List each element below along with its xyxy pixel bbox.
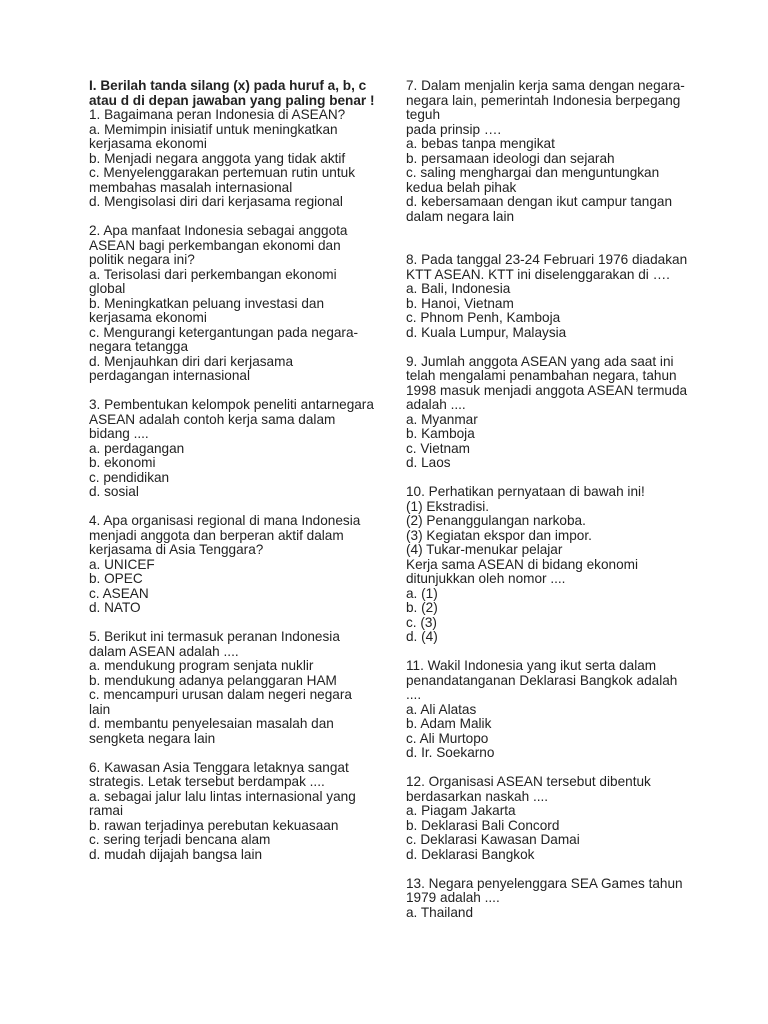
question-text: 6. Kawasan Asia Tenggara letaknya sangat strategis. Letak tersebut berdampak .... [89, 759, 349, 789]
option-a: a. UNICEF [89, 556, 155, 572]
question-text: 4. Apa organisasi regional di mana Indonesia menjadi anggota dan berperan aktif dalam kerjasama di Asia Tenggara? [89, 513, 361, 557]
option-a: a. perdagangan [89, 440, 185, 456]
option-b: b. mendukung adanya pelanggaran HAM [89, 672, 337, 688]
option-a: a. Memimpin inisiatif untuk meningkatkan kerjasama ekonomi [89, 121, 338, 151]
option-a: a. Ali Alatas [406, 701, 477, 717]
question-12 [406, 775, 696, 862]
question-2 [89, 224, 375, 384]
option-c: c. ASEAN [89, 585, 149, 601]
option-d: d. (4) [406, 629, 438, 644]
question-text: 9. Jumlah anggota ASEAN yang ada saat ini telah mengalami penambahan negara, tahun 1998 masuk menjadi anggota ASEAN termuda adalah .... [406, 353, 688, 412]
question-text: 2. Apa manfaat Indonesia sebagai anggota ASEAN bagi perkembangan ekonomi dan politik negara ini? [89, 223, 348, 267]
question-text: 3. Pembentukan kelompok peneliti antarnegara ASEAN adalah contoh kerja sama dalam bidang .... [89, 397, 374, 441]
option-b: b. Kamboja [406, 426, 475, 441]
question-5 [89, 630, 375, 746]
instruction-text: I. Berilah tanda silang (x) pada huruf a, b, c atau d di depan jawaban yang paling benar ! [89, 78, 375, 108]
left-column [89, 79, 375, 862]
option-a: a. Bali, Indonesia [406, 281, 511, 296]
option-d: d. Menjauhkan diri dari kerjasama perdagangan internasional [89, 353, 294, 383]
question-text: 8. Pada tanggal 23-24 Februari 1976 diadakan KTT ASEAN. KTT ini diselenggarakan di …. [406, 252, 688, 282]
option-d: d. mudah dijajah bangsa lain [89, 846, 263, 862]
option-d: d. Kuala Lumpur, Malaysia [406, 324, 567, 340]
option-d: d. Laos [406, 455, 451, 470]
option-b: b. rawan terjadinya perebutan kekuasaan [89, 817, 339, 833]
option-c: c. Deklarasi Kawasan Damai [406, 832, 580, 847]
statement-3: (3) Kegiatan ekspor dan impor. [406, 527, 592, 543]
option-d: d. Ir. Soekarno [406, 745, 495, 760]
statement-4: (4) Tukar-menukar pelajar [406, 542, 563, 557]
option-a: a. (1) [406, 585, 438, 601]
option-c: c. (3) [406, 614, 437, 630]
option-b: b. OPEC [89, 571, 143, 586]
question-4 [89, 514, 375, 616]
question-text: 1. Bagaimana peran Indonesia di ASEAN? [89, 107, 346, 122]
question-text: 11. Wakil Indonesia yang ikut serta dalam penandatanganan Deklarasi Bangkok adalah .... [406, 658, 678, 702]
option-d: d. kebersamaan dengan ikut campur tangan dalam negara lain [406, 194, 673, 224]
statement-2: (2) Penanggulangan narkoba. [406, 513, 586, 528]
option-c: c. sering terjadi bencana alam [89, 832, 271, 847]
statement-1: (1) Ekstradisi. [406, 498, 490, 514]
option-c: c. saling menghargai dan menguntungkan kedua belah pihak [406, 165, 660, 195]
question-13 [406, 877, 696, 921]
question-9 [406, 355, 696, 471]
option-a: a. Terisolasi dari perkembangan ekonomi global [89, 266, 337, 296]
option-b: b. Meningkatkan peluang investasi dan kerjasama ekonomi [89, 295, 325, 325]
option-b: b. ekonomi [89, 455, 156, 470]
option-a: a. Myanmar [406, 411, 478, 427]
question-3 [89, 398, 375, 500]
question-1 [89, 108, 375, 210]
option-b: b. Hanoi, Vietnam [406, 295, 514, 311]
question-text: 7. Dalam menjalin kerja sama dengan negara-negara lain, pemerintah Indonesia berpegang teguh [406, 78, 685, 122]
option-d: d. Deklarasi Bangkok [406, 846, 535, 862]
question-text: 10. Perhatikan pernyataan di bawah ini! [406, 484, 645, 499]
question-8 [406, 253, 696, 340]
question-text: 12. Organisasi ASEAN tersebut dibentuk berdasarkan naskah .... [406, 774, 651, 804]
right-column [406, 79, 696, 920]
option-b: b. Menjadi negara anggota yang tidak aktif [89, 150, 346, 166]
option-c: c. Ali Murtopo [406, 730, 489, 746]
option-c: c. mencampuri urusan dalam negeri negara lain [89, 687, 352, 717]
option-c: c. Phnom Penh, Kamboja [406, 310, 561, 325]
question-6 [89, 761, 375, 863]
option-d: d. membantu penyelesaian masalah dan sengketa negara lain [89, 716, 334, 746]
option-b: b. Deklarasi Bali Concord [406, 817, 560, 833]
option-d: d. Mengisolasi diri dari kerjasama regional [89, 194, 343, 209]
option-c: c. Vietnam [406, 440, 470, 456]
option-b: b. persamaan ideologi dan sejarah [406, 150, 615, 166]
option-c: c. pendidikan [89, 469, 170, 485]
question-text-cont: pada prinsip …. [406, 121, 502, 137]
option-d: d. NATO [89, 600, 141, 615]
option-a: a. Piagam Jakarta [406, 803, 516, 818]
option-a: a. sebagai jalur lalu lintas internasional yang ramai [89, 788, 356, 818]
option-a: a. Thailand [406, 904, 474, 920]
question-7 [406, 79, 696, 224]
option-a: a. mendukung program senjata nuklir [89, 658, 314, 673]
option-a: a. bebas tanpa mengikat [406, 136, 555, 151]
option-d: d. sosial [89, 484, 139, 499]
option-c: c. Menyelenggarakan pertemuan rutin untuk membahas masalah internasional [89, 165, 355, 195]
question-10 [406, 485, 696, 645]
question-text: 13. Negara penyelenggara SEA Games tahun 1979 adalah .... [406, 875, 683, 905]
option-c: c. Mengurangi ketergantungan pada negara-negara tetangga [89, 324, 359, 354]
question-11 [406, 659, 696, 761]
option-b: b. Adam Malik [406, 716, 492, 731]
question-text-cont: Kerja sama ASEAN di bidang ekonomi ditunjukkan oleh nomor .... [406, 556, 638, 586]
question-text: 5. Berikut ini termasuk peranan Indonesia dalam ASEAN adalah .... [89, 629, 340, 659]
option-b: b. (2) [406, 600, 438, 615]
